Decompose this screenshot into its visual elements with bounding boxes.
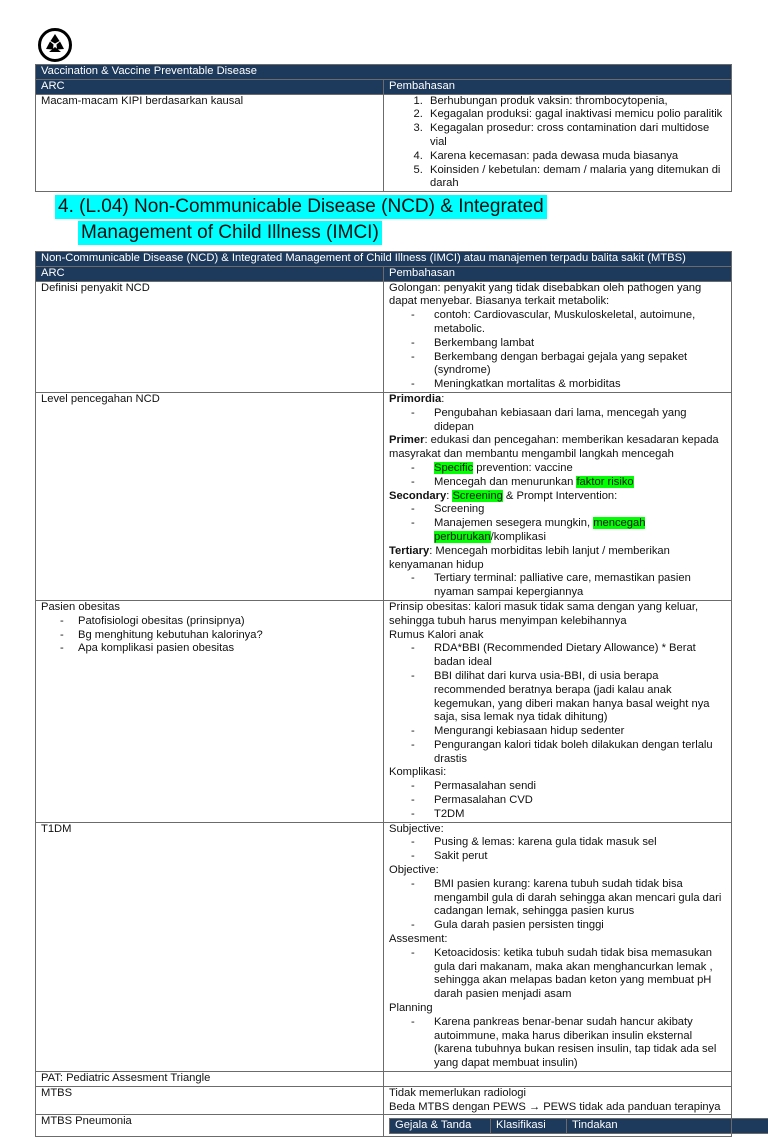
list-item: - Pengubahan kebiasaan dari lama, mencegah yang didepan <box>389 407 726 435</box>
list-item: - contoh: Cardiovascular, Muskuloskeletal, autoimune, metabolic. <box>389 309 726 337</box>
row-arc <box>36 600 384 822</box>
row-arc: Definisi penyakit NCD <box>36 281 384 392</box>
row-arc: Level pencegahan NCD <box>36 392 384 600</box>
paragraph: Komplikasi: <box>389 766 726 780</box>
row-arc: T1DM <box>36 822 384 1071</box>
list-item: - Gula darah pasien persisten tinggi <box>389 919 726 933</box>
list-item: - Tertiary terminal: palliative care, memastikan pasien nyaman sampai kepergiannya <box>389 572 726 600</box>
table-row-t1dm <box>36 822 732 1071</box>
list-item: - Permasalahan sendi <box>389 780 726 794</box>
list-item: - Screening <box>389 503 726 517</box>
text: : <box>441 393 444 405</box>
list-item: - Apa komplikasi pasien obesitas <box>41 642 378 656</box>
list-item: - BBI dilihat dari kurva usia-BBI, di usia berapa recommended beratnya berapa (jadi kalau anak kegemukan, yang diberi makan hanya basal weight nya saja, sisa lemak nya tidak dihitung) <box>389 670 726 725</box>
list-item: - Pengurangan kalori tidak boleh dilakukan dengan terlalu drastis <box>389 739 726 767</box>
inner-header-klasifikasi: Klasifikasi <box>491 1119 567 1134</box>
row-pembahasan <box>384 600 732 822</box>
row-pembahasan <box>384 1072 732 1087</box>
list-item: - Mengurangi kebiasaan hidup sedenter <box>389 725 726 739</box>
list-item: - Bg menghitung kebutuhan kalorinya? <box>41 629 378 643</box>
paragraph <box>389 434 726 462</box>
primordia-label: Primordia <box>389 393 441 405</box>
text: Manajemen sesegera mungkin, <box>434 517 593 529</box>
paragraph: Assesment: <box>389 933 726 947</box>
logo-icon <box>38 28 72 62</box>
highlight: mencegah perburukan <box>434 517 645 543</box>
table-row <box>36 94 732 192</box>
row-pembahasan <box>384 281 732 392</box>
paragraph: Beda MTBS dengan PEWS → PEWS tidak ada panduan terapinya <box>389 1101 726 1115</box>
list-item: - Berkembang dengan berbagai gejala yang sepaket (syndrome) <box>389 351 726 379</box>
paragraph: Golongan: penyakit yang tidak disebabkan oleh pathogen yang dapat menyebar. Biasanya terkait metabolik: <box>389 282 726 310</box>
highlight: Screening <box>452 490 502 502</box>
list-item: - Patofisiologi obesitas (prinsipnya) <box>41 615 378 629</box>
text: : <box>446 490 452 502</box>
row-arc: MTBS Pneumonia <box>36 1115 384 1137</box>
list-item: - RDA*BBI (Recommended Dietary Allowance) * Berat badan ideal <box>389 642 726 670</box>
ncd-imci-table <box>35 251 732 1137</box>
text: Mencegah dan menurunkan <box>434 476 576 488</box>
primer-label: Primer <box>389 434 424 446</box>
table-row-mtbs <box>36 1086 732 1115</box>
row-pembahasan <box>384 94 732 192</box>
paragraph <box>389 545 726 573</box>
table-title: Non-Communicable Disease (NCD) & Integrated Management of Child Illness (IMCI) atau manajemen terpadu balita sakit (MTBS) <box>36 252 732 267</box>
list-item <box>389 476 726 490</box>
paragraph: Rumus Kalori anak <box>389 629 726 643</box>
secondary-label: Secondary <box>389 490 446 502</box>
section-heading-line1: 4. (L.04) Non-Communicable Disease (NCD) & Integrated <box>55 195 547 219</box>
text: : Mencegah morbiditas lebih lanjut / memberikan kenyamanan hidup <box>389 545 670 571</box>
paragraph: Prinsip obesitas: kalori masuk tidak sama dengan yang keluar, sehingga tubuh harus menyimpan kelebihannya <box>389 601 726 629</box>
table-row-pneumonia <box>36 1115 732 1137</box>
list-item <box>389 462 726 476</box>
paragraph: Objective: <box>389 864 726 878</box>
list-item: 3. Kegagalan prosedur: cross contamination dari multidose vial <box>426 122 726 150</box>
table-row-pat <box>36 1072 732 1087</box>
highlight: Specific <box>434 462 473 474</box>
text: & Prompt Intervention: <box>503 490 617 502</box>
highlight: faktor risiko <box>576 476 633 488</box>
list-item: - Sakit perut <box>389 850 726 864</box>
list-item: 5. Koinsiden / kebetulan: demam / malaria yang ditemukan di darah <box>426 164 726 192</box>
list-item: - Permasalahan CVD <box>389 794 726 808</box>
column-header-arc: ARC <box>36 266 384 281</box>
list-item: 2. Kegagalan produksi: gagal inaktivasi memicu polio paralitik <box>426 108 726 122</box>
inner-header-gejala: Gejala & Tanda <box>390 1119 491 1134</box>
text: prevention: vaccine <box>473 462 573 474</box>
list-item: - Berkembang lambat <box>389 337 726 351</box>
row-pembahasan <box>384 1086 732 1115</box>
table-row-obesitas <box>36 600 732 822</box>
inner-header-tindakan: Tindakan <box>567 1119 768 1134</box>
tertiary-label: Tertiary <box>389 545 429 557</box>
paragraph <box>389 393 726 407</box>
arc-title: Pasien obesitas <box>41 601 378 615</box>
paragraph: Planning <box>389 1002 726 1016</box>
list-item: - Pusing & lemas: karena gula tidak masuk sel <box>389 836 726 850</box>
table-row-level <box>36 392 732 600</box>
column-header-pembahasan: Pembahasan <box>384 79 732 94</box>
list-item: - BMI pasien kurang: karena tubuh sudah tidak bisa mengambil gula di darah sehingga akan mencari gula dari cadangan lemak, sehingga pasien kurus <box>389 878 726 919</box>
column-header-pembahasan: Pembahasan <box>384 266 732 281</box>
row-pembahasan <box>384 1115 732 1137</box>
list-item: - T2DM <box>389 808 726 822</box>
row-arc: Macam-macam KIPI berdasarkan kausal <box>36 94 384 192</box>
text: : edukasi dan pencegahan: memberikan kesadaran kepada masyrakat dan membantu mengambil langkah mencegah <box>389 434 719 460</box>
list-item: - Meningkatkan mortalitas & morbiditas <box>389 378 726 392</box>
row-pembahasan <box>384 392 732 600</box>
list-item: - Karena pankreas benar-benar sudah hancur akibaty autoimmune, maka harus diberikan insulin eksternal (karena tubuhnya bukan resisen insulin, tap tidak ada sel yang dapat membuat insulin) <box>389 1016 726 1071</box>
row-arc: PAT: Pediatric Assesment Triangle <box>36 1072 384 1087</box>
paragraph <box>389 490 726 504</box>
row-arc: MTBS <box>36 1086 384 1115</box>
table-row-definisi <box>36 281 732 392</box>
paragraph: Subjective: <box>389 823 726 837</box>
list-item: 1. Berhubungan produk vaksin: thrombocytopenia, <box>426 95 726 109</box>
pneumonia-inner-table <box>389 1118 768 1134</box>
list-item <box>389 517 726 545</box>
section-heading-line2: Management of Child Illness (IMCI) <box>78 221 382 245</box>
list-item: 4. Karena kecemasan: pada dewasa muda biasanya <box>426 150 726 164</box>
column-header-arc: ARC <box>36 79 384 94</box>
text: /komplikasi <box>491 531 546 543</box>
table-title: Vaccination & Vaccine Preventable Disease <box>36 65 732 80</box>
row-pembahasan <box>384 822 732 1071</box>
list-item: - Ketoacidosis: ketika tubuh sudah tidak bisa memasukan gula dari makanam, maka akan menghancurkan lemak , sehingga akan melapas badan keton yang membuat pH darah pasien menjadi asam <box>389 947 726 1002</box>
paragraph: Tidak memerlukan radiologi <box>389 1087 726 1101</box>
vaccination-table <box>35 64 732 192</box>
